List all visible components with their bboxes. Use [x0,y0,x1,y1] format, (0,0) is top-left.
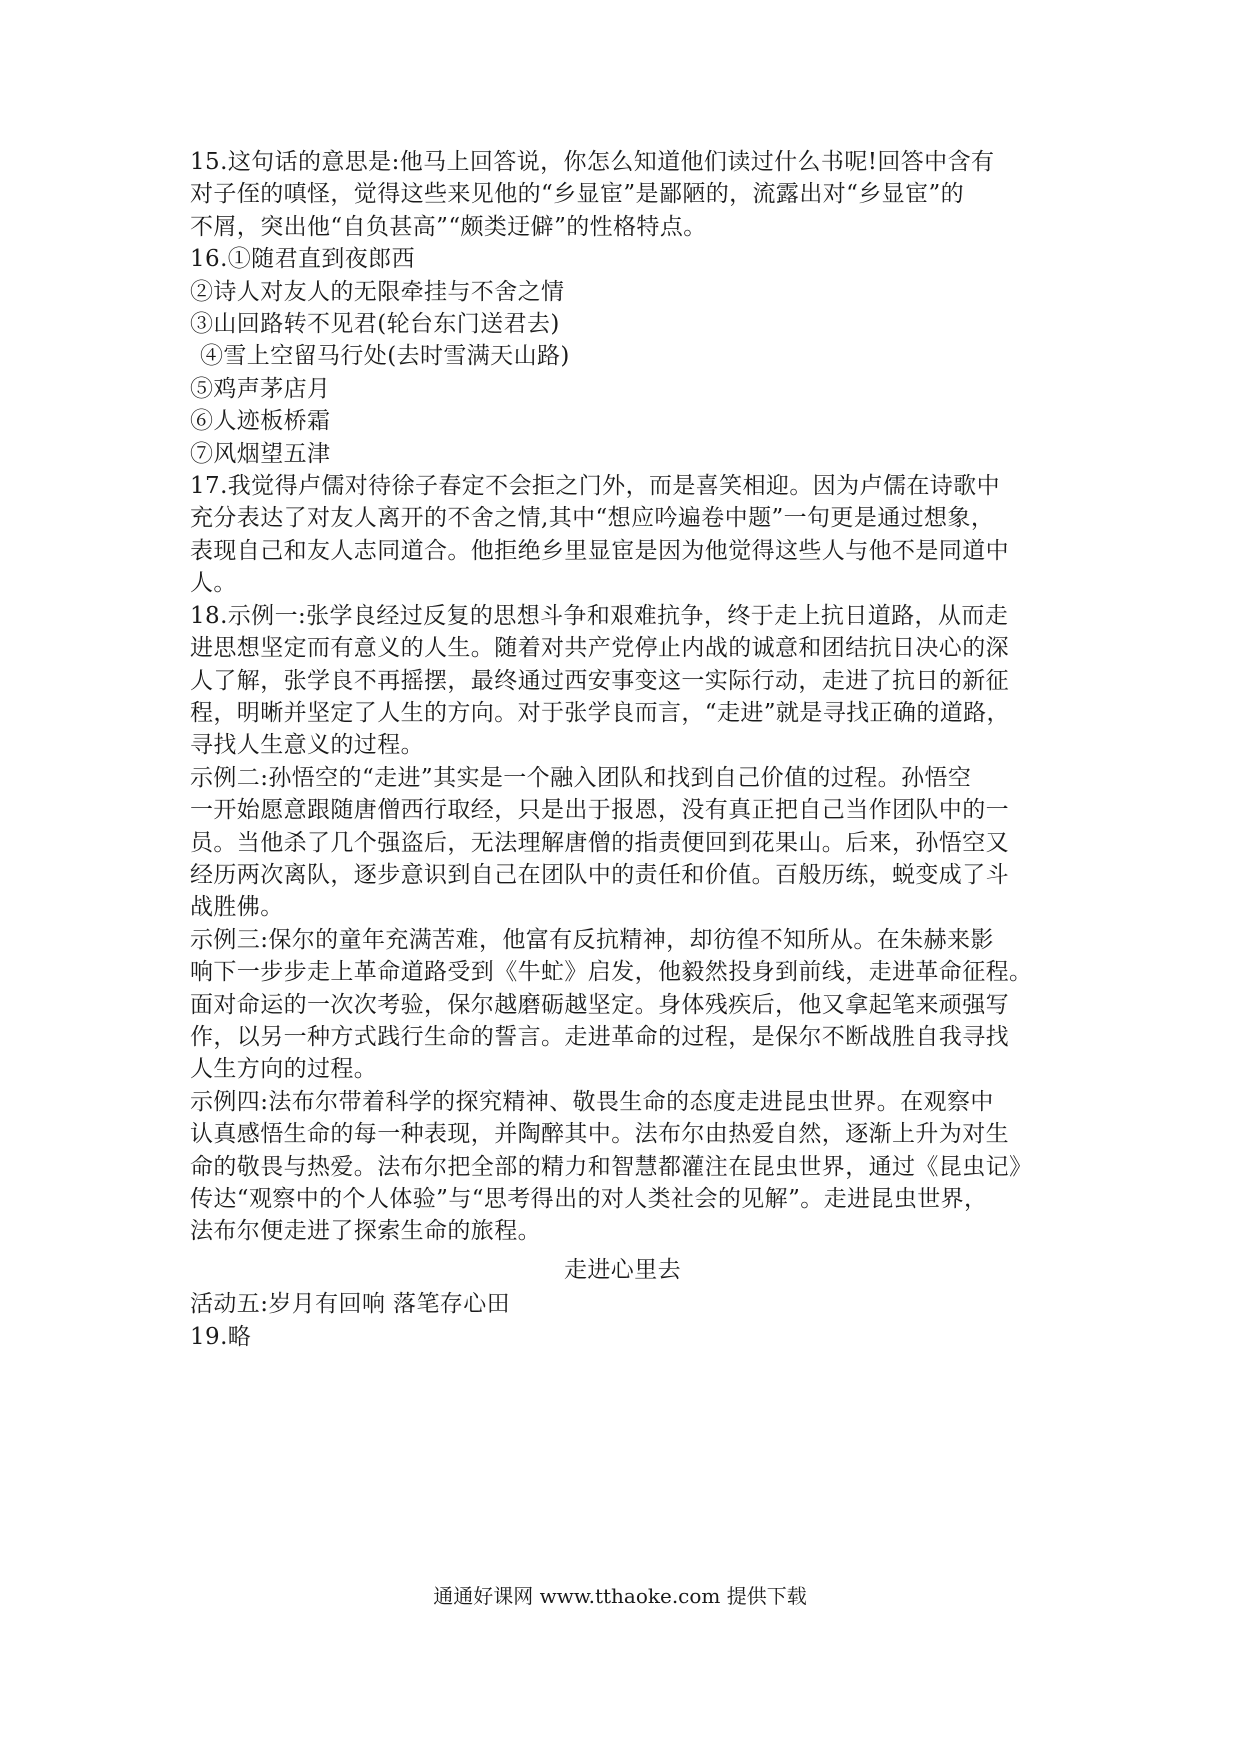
text-line: 面对命运的一次次考验，保尔越磨砺越坚定。身体残疾后，他又拿起笔来顽强写 [190,991,1009,1018]
text-line: 18.示例一:张学良经过反复的思想斗争和艰难抗争，终于走上抗日道路，从而走 [190,602,1009,629]
text-line: 人生方向的过程。 [190,1056,378,1083]
text-line: ⑦风烟望五津 [190,440,331,467]
text-line: 认真感悟生命的每一种表现，并陶醉其中。法布尔由热爱自然，逐渐上升为对生 [190,1121,1009,1148]
text-line: 作，以另一种方式践行生命的誓言。走进革命的过程，是保尔不断战胜自我寻找 [190,1023,1009,1050]
answer-18-example-4 [190,1086,1055,1248]
text-line: 法布尔便走进了探索生命的旅程。 [190,1218,541,1245]
text-line: 战胜佛。 [190,894,284,921]
text-line: ②诗人对友人的无限牵挂与不舍之情 [190,278,565,305]
text-line: 一开始愿意跟随唐僧西行取经，只是出于报恩，没有真正把自己当作团队中的一 [190,797,1009,824]
text-line: 表现自己和友人志同道合。他拒绝乡里显宦是因为他觉得这些人与他不是同道中 [190,537,1009,564]
answer-15 [190,146,1055,243]
text-line: ④雪上空留马行处(去时雪满天山路) [200,343,570,370]
page-footer: 通通好课网 www.tthaoke.com 提供下载 [433,1584,807,1608]
text-line: ③山回路转不见君(轮台东门送君去) [190,311,560,338]
text-line: 响下一步步走上革命道路受到《牛虻》启发，他毅然投身到前线，走进革命征程。 [190,959,1033,986]
activity-heading: 活动五:岁月有回响 落笔存心田 [190,1291,511,1318]
text-line: 充分表达了对友人离开的不舍之情,其中“想应吟遍卷中题”一句更是通过想象， [190,505,995,532]
section-title: 走进心里去 [564,1256,681,1283]
text-line: 人了解，张学良不再摇摆，最终通过西安事变这一实际行动，走进了抗日的新征 [190,667,1009,694]
answer-18-example-3 [190,924,1055,1086]
text-line: 17.我觉得卢儒对待徐子春定不会拒之门外，而是喜笑相迎。因为卢儒在诗歌中 [190,473,1000,500]
text-line: 命的敬畏与热爱。法布尔把全部的精力和智慧都灌注在昆虫世界，通过《昆虫记》 [190,1153,1033,1180]
text-line: 经历两次离队，逐步意识到自己在团队中的责任和价值。百般历练，蜕变成了斗 [190,861,1009,888]
text-line: 寻找人生意义的过程。 [190,732,424,759]
text-line: 16.①随君直到夜郎西 [190,246,415,273]
answer-16 [190,243,1055,470]
text-line: 程，明晰并坚定了人生的方向。对于张学良而言，“走进”就是寻找正确的道路， [190,699,1010,726]
text-line: 示例四:法布尔带着科学的探究精神、敬畏生命的态度走进昆虫世界。在观察中 [190,1088,994,1115]
answer-17 [190,470,1055,600]
text-line: 15.这句话的意思是:他马上回答说，你怎么知道他们读过什么书呢!回答中含有 [190,149,995,175]
text-line: ⑤鸡声茅店月 [190,375,331,402]
text-line: 员。当他杀了几个强盗后，无法理解唐僧的指责便回到花果山。后来，孙悟空又 [190,829,1009,856]
text-line: 示例三:保尔的童年充满苦难，他富有反抗精神，却彷徨不知所从。在朱赫来影 [190,926,994,953]
text-line: 示例二:孙悟空的“走进”其实是一个融入团队和找到自己价值的过程。孙悟空 [190,764,972,791]
text-line: 人。 [190,570,237,597]
text-line: 不屑，突出他“自负甚高”“颇类迂僻”的性格特点。 [190,213,707,240]
text-line: ⑥人迹板桥霜 [190,408,331,435]
answer-19: 19.略 [190,1323,252,1350]
answer-18-example-2 [190,762,1055,924]
answer-page [190,146,1055,1353]
text-line: 对子侄的嗔怪，觉得这些来见他的“乡显宦”是鄙陋的，流露出对“乡显宦”的 [190,181,965,208]
text-line: 传达“观察中的个人体验”与“思考得出的对人类社会的见解”。走进昆虫世界， [190,1186,988,1212]
text-line: 进思想坚定而有意义的人生。随着对共产党停止内战的诚意和团结抗日决心的深 [190,635,1009,662]
answer-18-example-1 [190,600,1055,762]
